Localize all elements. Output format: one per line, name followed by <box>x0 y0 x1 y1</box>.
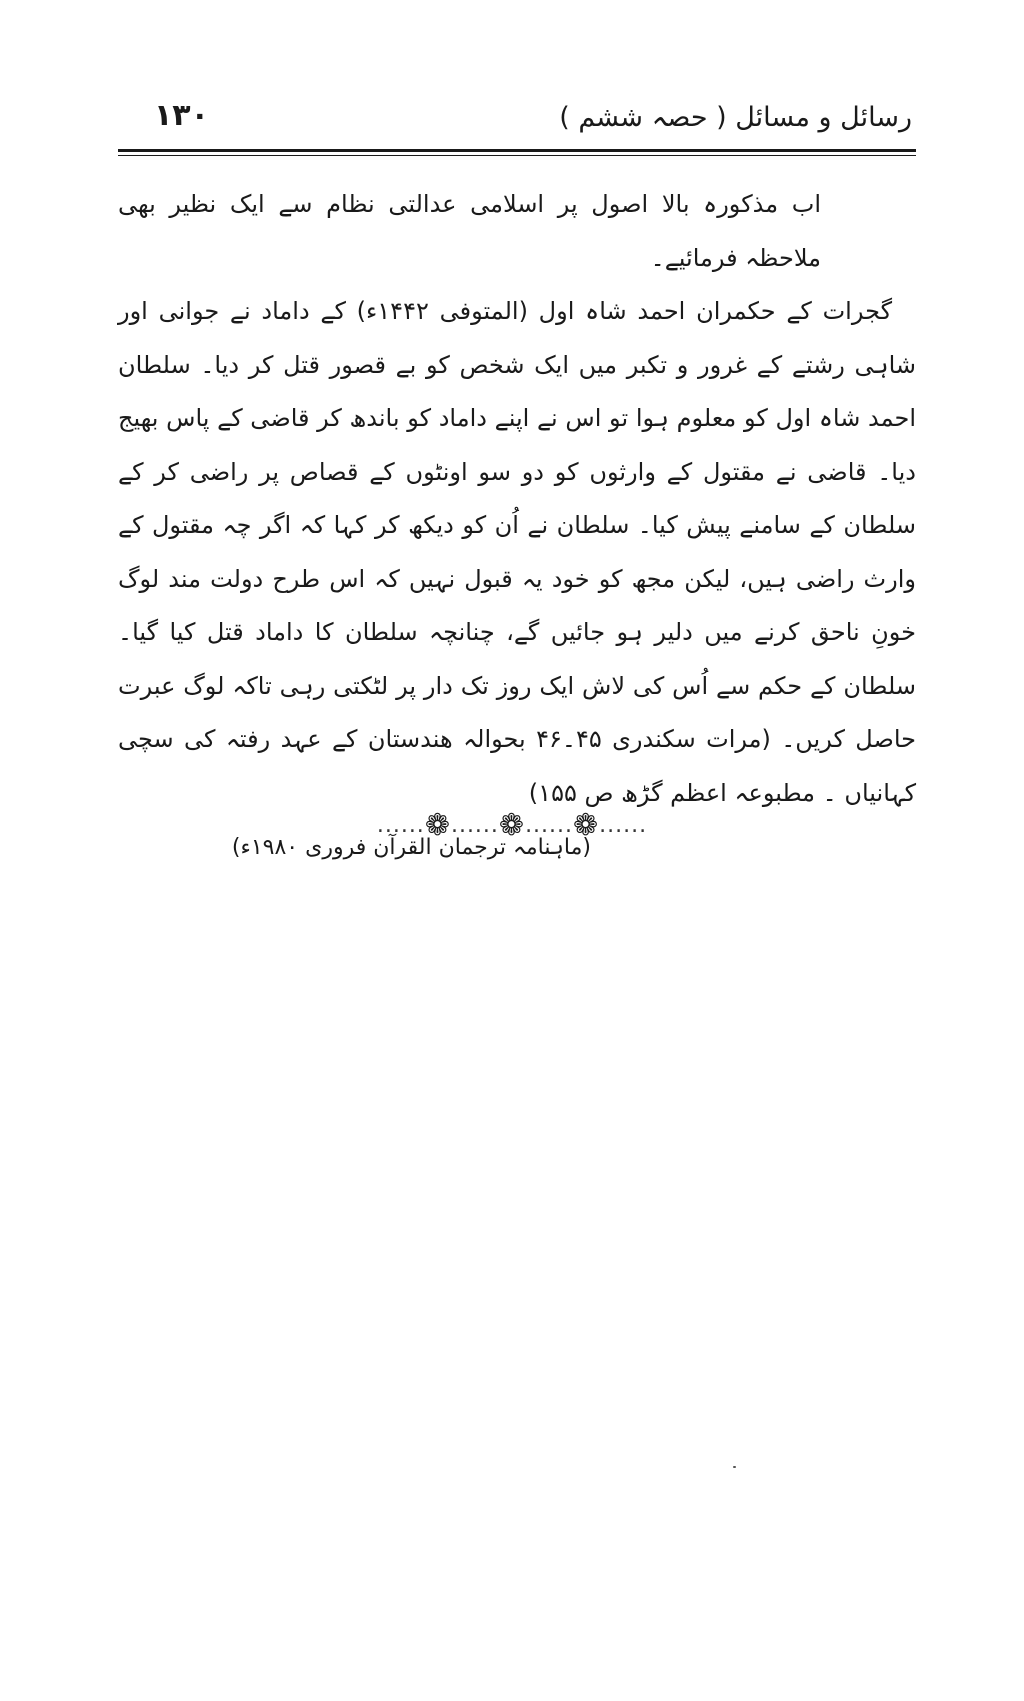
article-body <box>118 178 916 868</box>
page-header <box>124 92 912 148</box>
scan-speck <box>733 1466 736 1468</box>
header-rule-thick <box>118 149 916 152</box>
flower-ornament-icon: ❁ <box>424 808 451 843</box>
ornament-dots: ...... <box>599 813 648 838</box>
running-head-title: رسائل و مسائل ( حصہ ششم ) <box>559 102 912 133</box>
story-paragraph: گجرات کے حکمران احمد شاہ اول (المتوفی ۱۴۴۲ء) کے داماد نے جوانی اور شاہی رشتے کے غرور و تکبر میں ایک شخص کو بے قصور قتل کر دیا۔ سلطان احمد شاہ اول کو معلوم ہوا تو اس نے اپنے داماد کو باندھ کر قاضی کے پاس بھیج دیا۔ قاضی نے مقتول کے وارثوں کو دو سو اونٹوں کے قصاص پر راضی کر کے سلطان کے سامنے پیش کیا۔ سلطان نے اُن کو دیکھ کر کہا کہ اگر چہ مقتول کے وارث راضی ہیں، لیکن مجھ کو خود یہ قبول نہیں کہ اس طرح دولت مند لوگ خونِ ناحق کرنے میں دلیر ہو جائیں گے، چنانچہ سلطان کا داماد قتل کیا گیا۔ سلطان کے حکم سے اُس کی لاش ایک روز تک دار پر لٹکتی رہی تاکہ لوگ عبرت حاصل کریں۔ (مرات سکندری ۴۵۔۴۶ بحوالہ ھندستان کے عہد رفتہ کی سچی کہانیاں ۔ مطبوعہ اعظم گڑھ ص ۱۵۵) <box>118 297 917 807</box>
flower-ornament-icon: ❁ <box>573 808 600 843</box>
header-rule-thin <box>118 155 916 156</box>
ornament-dots: ...... <box>525 813 574 838</box>
source-citation: (ماہنامہ ترجمان القرآن فروری ۱۹۸۰ء) <box>231 835 591 860</box>
ornament-dots: ...... <box>376 813 425 838</box>
intro-paragraph: اب مذکورہ بالا اصول پر اسلامی عدالتی نظام سے ایک نظیر بھی ملاحظہ فرمائیے۔ <box>118 190 821 272</box>
ornament-dots: ...... <box>450 813 499 838</box>
page-number: ۱۳۰ <box>154 98 209 133</box>
flower-ornament-icon: ❁ <box>498 808 526 843</box>
section-end-ornament <box>0 808 1024 843</box>
